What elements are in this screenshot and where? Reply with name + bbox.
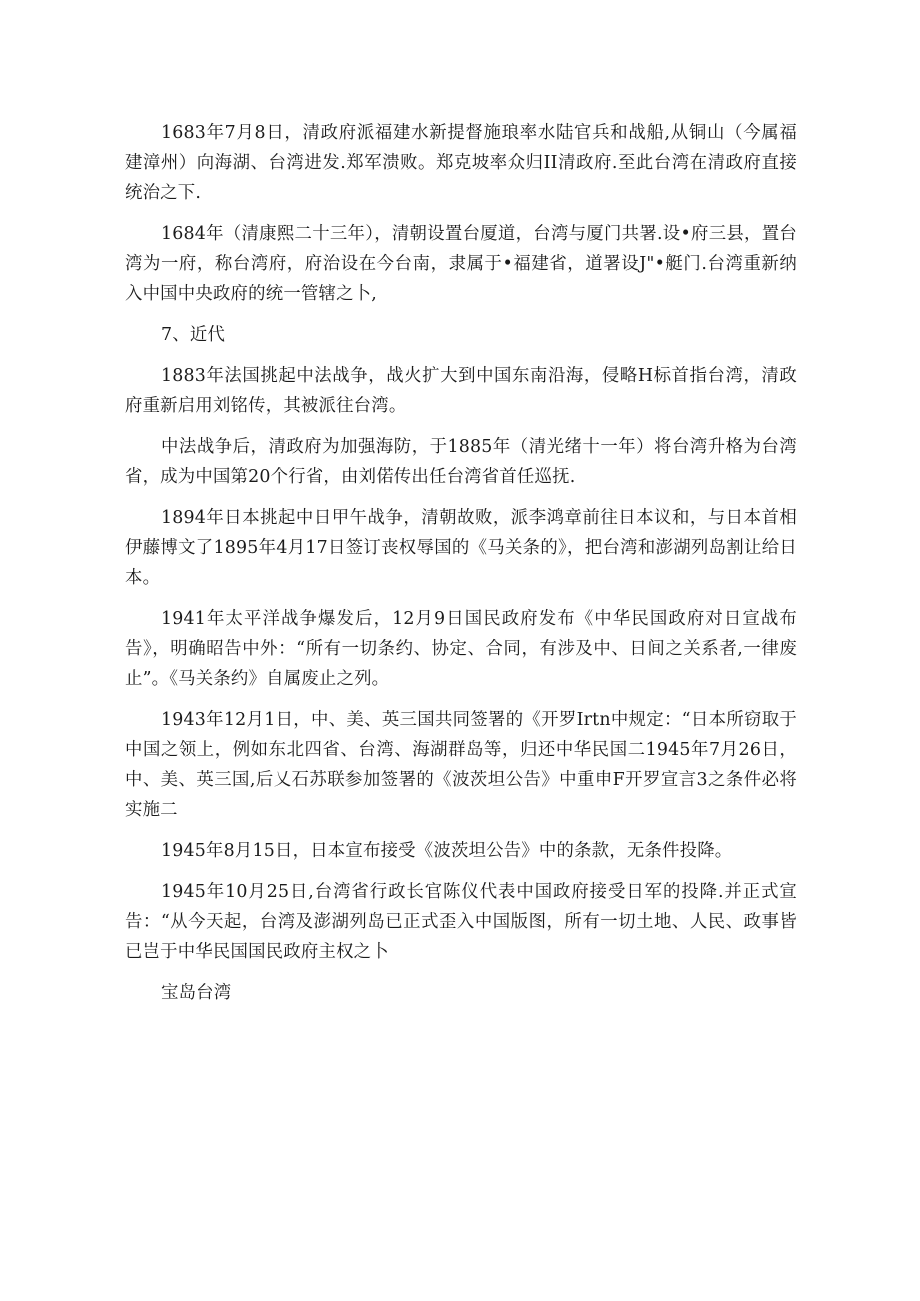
section-heading-modern: 7、近代 <box>161 325 226 345</box>
paragraph-1943-cairo-declaration: 1943年12月1日，中、美、英三国共同签署的《开罗Irtn中规定：“日本所窃取于中国之领上，例如东北四省、台湾、海湖群岛等，归还中华民国二1945年7月26日，中、美、英三国,后乂石苏联参加签署的《波茨坦公告》中重申F开罗宣言3之条件必将实施二 <box>125 710 797 820</box>
document-body <box>125 118 797 1019</box>
paragraph-1941-war-declaration: 1941年太平洋战争爆发后，12月9日国民政府发布《中华民国政府对日宣战布告》，明确昭告中外：“所有一切条约、协定、合同，有涉及中、日间之关系者,一律废止”。《马关条约》自属废止之列。 <box>125 609 797 689</box>
paragraph-1945-retrocession: 1945年10月25日,台湾省行政长官陈仪代表中国政府接受日军的投降.并正式宣告：“从今天起，台湾及澎湖列岛已正式歪入中国版图，所有一切土地、人民、政事皆已岂于中华民国国民政府主权之卜 <box>125 882 797 962</box>
paragraph-1683-shilang: 1683年7月8日，清政府派福建水新提督施琅率水陆官兵和战船,从铜山（今属福建漳州）向海湖、台湾进发.郑军溃败。郑克坡率众归II清政府.至此台湾在清政府直接统治之下. <box>125 123 797 203</box>
paragraph-1885-taiwan-province: 中法战争后，清政府为加强海防，于1885年（清光绪十一年）将台湾升格为台湾省，成为中国第20个行省，由刘偌传出任台湾省首任巡抚. <box>125 437 797 487</box>
paragraph-1883-sino-french-war: 1883年法国挑起中法战争，战火扩大到中国东南沿海，侵略H标首指台湾，清政府重新启用刘铭传，其被派往台湾。 <box>125 366 797 416</box>
paragraph-1684-taiwan-prefecture: 1684年（清康熙二十三年），清朝设置台厦道，台湾与厦门共署.设•府三县，置台湾为一府，称台湾府，府治设在今台南，隶属于•福建省，道署设J"•艇门.台湾重新纳入中国中央政府的统一管辖之卜, <box>125 224 797 304</box>
paragraph-treasure-island: 宝岛台湾 <box>161 983 232 1003</box>
paragraph-1945-surrender: 1945年8月15日，日本宣布接受《波茨坦公告》中的条款，无条件投降。 <box>161 841 733 861</box>
paragraph-1894-shimonoseki: 1894年日本挑起中日甲午战争，清朝故败，派李鸿章前往日本议和，与日本首相伊藤博文了1895年4月17日签订丧权辱国的《马关条的》，把台湾和澎湖列岛割让给日本。 <box>125 508 797 588</box>
